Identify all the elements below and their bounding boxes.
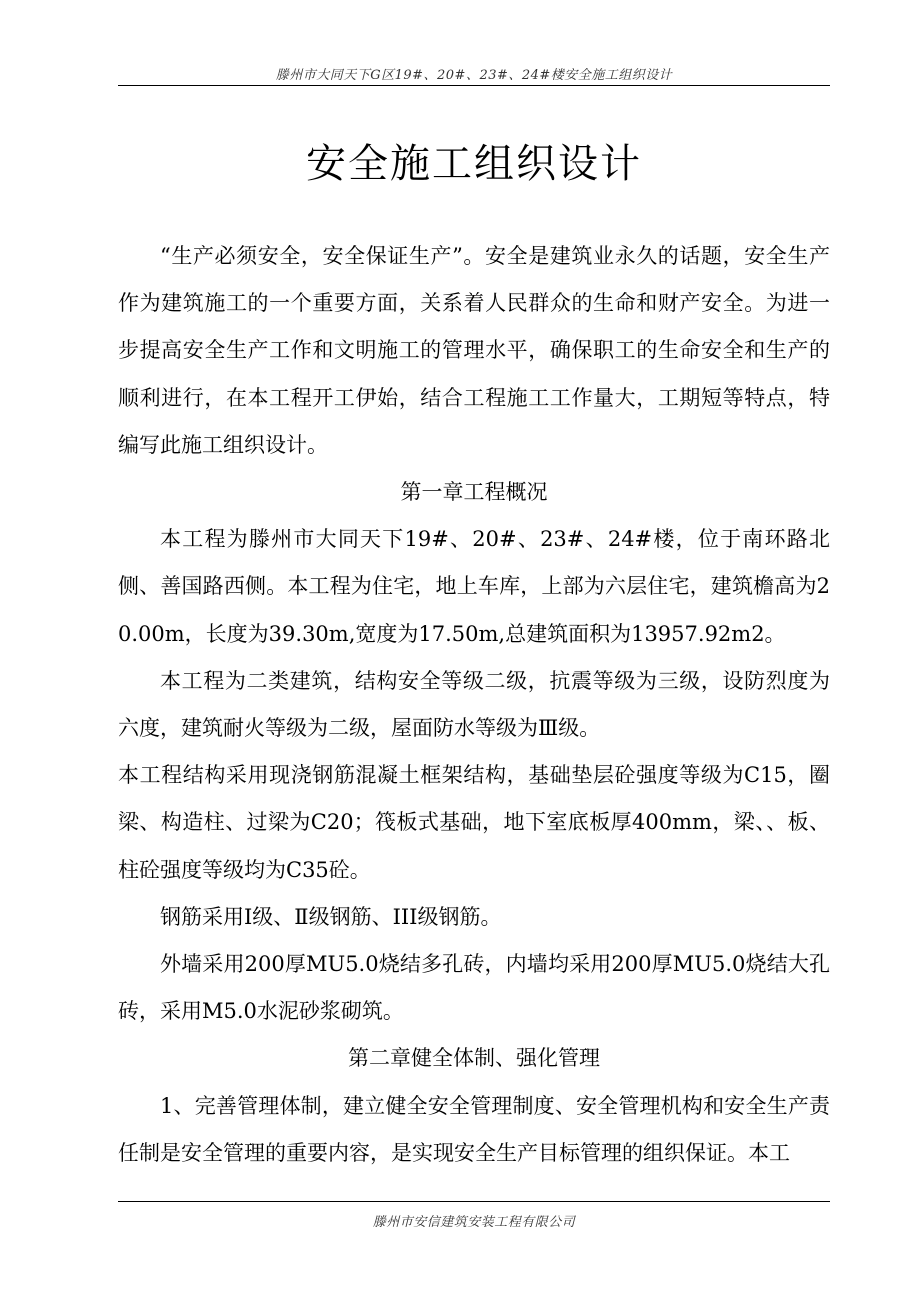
- chapter-1-paragraph: 外墙采用200厚MU5.0烧结多孔砖，内墙均采用200厚MU5.0烧结大孔砖，采用M5.0水泥砂浆砌筑。: [118, 952, 830, 1024]
- chapter-1-heading: 第一章工程概况: [400, 480, 548, 505]
- chapter-1-paragraph: 本工程结构采用现浇钢筋混凝土框架结构，基础垫层砼强度等级为C15，圈梁、构造柱、过梁为C20；筏板式基础，地下室底板厚400mm，梁、、板、柱砼强度等级均为C35砼。: [118, 763, 830, 882]
- chapter-2-paragraph: 1、完善管理体制，建立健全安全管理制度、安全管理机构和安全生产责任制是安全管理的重要内容，是实现安全生产目标管理的组织保证。本工: [118, 1093, 830, 1165]
- document-body: [118, 233, 830, 1177]
- footer-divider: [118, 1201, 830, 1202]
- header-divider: [118, 85, 830, 86]
- running-footer: 滕州市安信建筑安装工程有限公司: [372, 1215, 576, 1230]
- chapter-1-paragraph: 本工程为二类建筑，结构安全等级二级，抗震等级为三级，设防烈度为六度，建筑耐火等级为二级，屋面防水等级为Ⅲ级。: [118, 668, 830, 741]
- chapter-1-paragraph: 本工程为滕州市大同天下19#、20#、23#、24#楼，位于南环路北侧、善国路西侧。本工程为住宅，地上车库，上部为六层住宅，建筑檐高为20.00m，长度为39.30m,宽度为17.50m,总建筑面积为13957.92m2。: [118, 527, 830, 646]
- running-header: 滕州市大同天下G区19#、20#、23#、24#楼安全施工组织设计: [275, 68, 673, 83]
- chapter-1-paragraph: 钢筋采用Ⅰ级、Ⅱ级钢筋、III级钢筋。: [160, 904, 502, 929]
- document-title: 安全施工组织设计: [306, 141, 642, 187]
- chapter-2-heading: 第二章健全体制、强化管理: [348, 1046, 600, 1071]
- intro-paragraph: “生产必须安全，安全保证生产”。安全是建筑业永久的话题，安全生产作为建筑施工的一个重要方面，关系着人民群众的生命和财产安全。为进一步提高安全生产工作和文明施工的管理水平，确保职工的生命安全和生产的顺利进行，在本工程开工伊始，结合工程施工工作量大，工期短等特点，特编写此施工组织设计。: [118, 244, 830, 457]
